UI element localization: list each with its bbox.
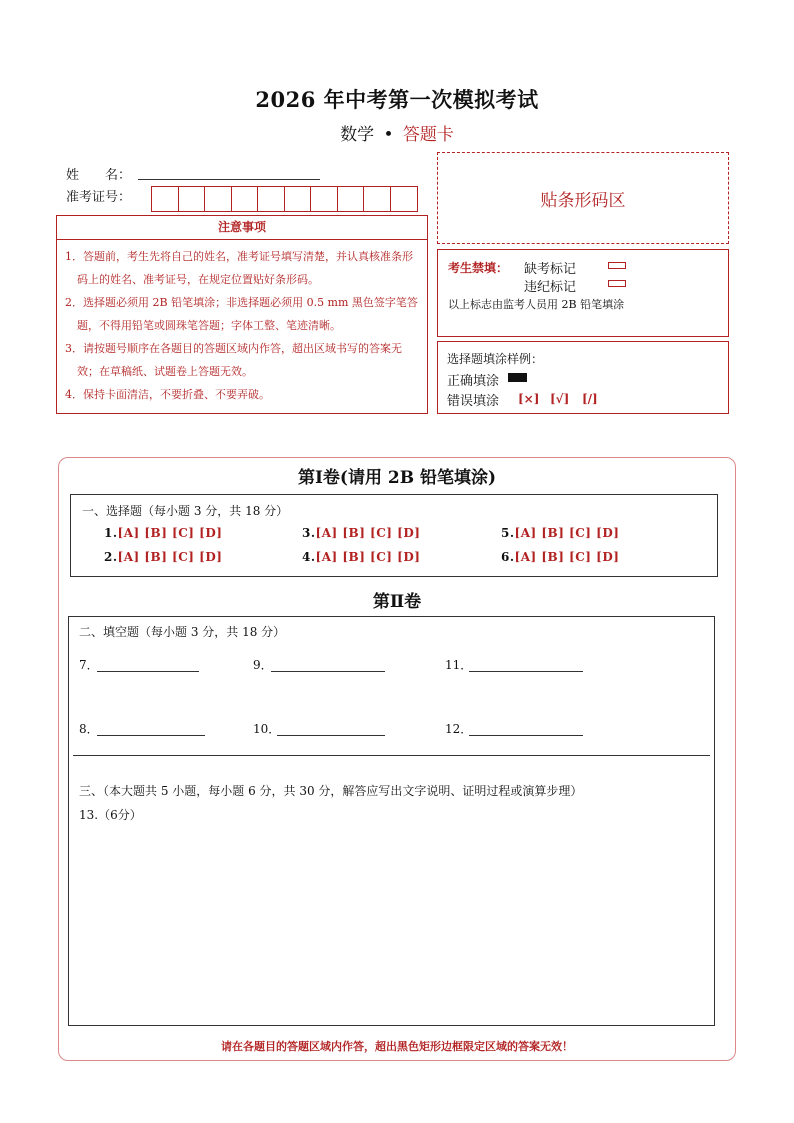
barcode-area (437, 152, 729, 244)
answer-sheet-label: 答题卡 (402, 125, 454, 145)
wrong-mark-slash: [/] (582, 392, 598, 406)
notice-body (57, 240, 427, 406)
choice-options[interactable]: [A] [B] [C] [D] (117, 526, 223, 540)
correct-fill-label: 正确填涂 (447, 374, 500, 389)
solve-section-label: 三、（本大题共 5 小题，每小题 6 分，共 30 分，解答应写出文字说明、证明过程或演算步理） (79, 784, 583, 798)
notice-item: 3．请按题号顺序在各题目的答题区域内作答，超出区域书写的答案无效；在草稿纸、试题卷上答题无效。 (65, 342, 402, 378)
section-divider (73, 755, 710, 756)
choice-q1[interactable] (104, 526, 222, 540)
id-digit-box[interactable] (258, 187, 285, 211)
choice-q6[interactable] (501, 550, 619, 564)
part2-title: 第Ⅱ卷 (372, 592, 422, 612)
question-number: 3. (302, 526, 316, 540)
question-number: 6. (501, 550, 515, 564)
absent-label: 缺考标记 (524, 262, 577, 277)
id-digit-box[interactable] (364, 187, 391, 211)
choice-options[interactable]: [A] [B] [C] [D] (315, 550, 421, 564)
fill-answer-line[interactable] (97, 735, 205, 736)
id-digit-box[interactable] (285, 187, 312, 211)
notice-box (56, 215, 428, 414)
choice-section (70, 494, 718, 577)
choice-options[interactable]: [A] [B] [C] [D] (514, 550, 620, 564)
open-question-section (68, 616, 715, 1026)
subject-name: 数学 (340, 125, 375, 145)
id-label: 准考证号： (66, 190, 132, 205)
fill-number: 11． (445, 658, 473, 672)
exam-title: 2026 年中考第一次模拟考试 (255, 87, 539, 112)
footer-warning: 请在各题目的答题区域内作答，超出黑色矩形边框限定区域的答案无效！ (221, 1040, 573, 1053)
exam-id-boxes[interactable] (151, 186, 418, 212)
violation-mark-box[interactable] (608, 280, 626, 287)
sample-heading: 选择题填涂样例： (447, 352, 544, 366)
choice-section-label: 一、选择题（每小题 3 分，共 18 分） (82, 504, 289, 518)
wrong-fill-label: 错误填涂 (447, 394, 500, 409)
notice-item: 2．选择题必须用 2B 铅笔填涂；非选择题必须用 0.5 mm 黑色签字笔答题，不得用铅笔或圆珠笔答题；字体工整、笔迹清晰。 (65, 296, 418, 332)
absent-mark-box[interactable] (608, 262, 626, 269)
notice-item: 4．保持卡面清洁，不要折叠、不要弄破。 (65, 388, 270, 401)
id-digit-box[interactable] (205, 187, 232, 211)
fill-number: 9． (253, 658, 273, 672)
part1-title: 第Ⅰ卷(请用 2B 铅笔填涂) (297, 468, 497, 488)
choice-options[interactable]: [A] [B] [C] [D] (514, 526, 620, 540)
id-digit-box[interactable] (391, 187, 418, 211)
fill-number: 7． (79, 658, 99, 672)
forbid-label: 考生禁填： (448, 261, 509, 275)
q13-label: 13.（6分） (79, 808, 142, 822)
forbid-note: 以上标志由监考人员用 2B 铅笔填涂 (448, 298, 625, 311)
question-number: 4. (302, 550, 316, 564)
barcode-label: 贴条形码区 (540, 190, 626, 211)
fill-answer-line[interactable] (97, 671, 199, 672)
notice-item: 1．答题前，考生先将自己的姓名，准考证号填写清楚，并认真核准条形码上的姓名、准考证号，在规定位置贴好条形码。 (65, 250, 413, 286)
exam-subtitle (0, 120, 794, 145)
name-label: 姓 名： (66, 168, 132, 183)
fill-section-label: 二、填空题（每小题 3 分，共 18 分） (79, 625, 286, 639)
id-digit-box[interactable] (311, 187, 338, 211)
wrong-mark-check: [√] (550, 392, 570, 406)
notice-heading: 注意事项 (57, 216, 427, 240)
name-field[interactable] (138, 166, 320, 180)
fill-answer-line[interactable] (469, 671, 583, 672)
question-number: 2. (104, 550, 118, 564)
choice-q2[interactable] (104, 550, 222, 564)
choice-q5[interactable] (501, 526, 619, 540)
choice-q4[interactable] (302, 550, 420, 564)
q13-answer-area[interactable] (79, 827, 699, 1017)
wrong-mark-cross: [×] (518, 392, 540, 406)
choice-q3[interactable] (302, 526, 420, 540)
fill-number: 12． (445, 722, 473, 736)
id-digit-box[interactable] (152, 187, 179, 211)
fill-answer-line[interactable] (277, 735, 385, 736)
examiner-only-box (437, 249, 729, 337)
id-digit-box[interactable] (232, 187, 259, 211)
violation-label: 违纪标记 (524, 280, 577, 295)
question-number: 5. (501, 526, 515, 540)
fill-answer-line[interactable] (271, 671, 385, 672)
choice-options[interactable]: [A] [B] [C] [D] (315, 526, 421, 540)
fill-answer-line[interactable] (469, 735, 583, 736)
choice-options[interactable]: [A] [B] [C] [D] (117, 550, 223, 564)
fill-sample-box (437, 341, 729, 414)
correct-fill-mark (508, 373, 527, 382)
subtitle-dot: • (383, 125, 394, 145)
fill-number: 10． (253, 722, 281, 736)
id-digit-box[interactable] (338, 187, 365, 211)
question-number: 1. (104, 526, 118, 540)
fill-number: 8． (79, 722, 99, 736)
id-digit-box[interactable] (179, 187, 206, 211)
